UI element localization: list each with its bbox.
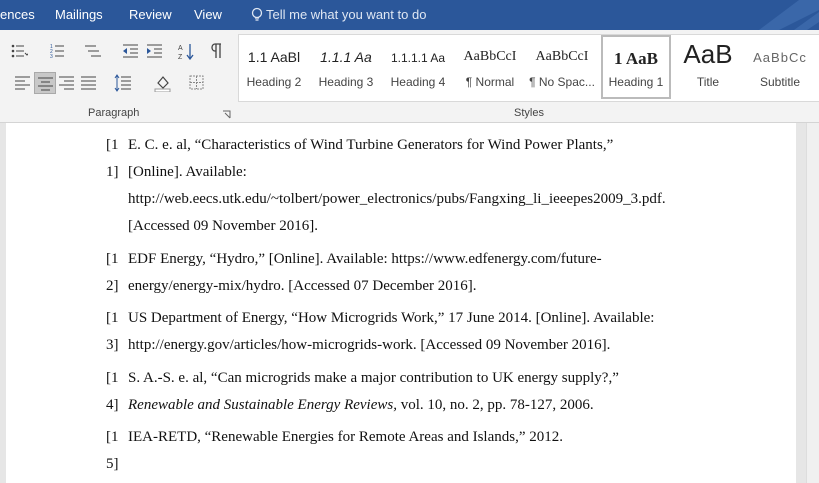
bullets-icon — [10, 42, 28, 60]
sort-button[interactable] — [176, 40, 198, 62]
reference-text: http://energy.gov/articles/how-microgrids-work. [Accessed 09 November 2016]. — [128, 337, 611, 353]
journal-title: Renewable and Sustainable Energy Reviews, — [128, 397, 397, 413]
reference-text: http://web.eecs.utk.edu/~tolbert/power_electronics/pubs/Fangxing_li_ieeepes2009_3.pdf. — [128, 191, 666, 207]
document-area — [0, 123, 819, 483]
align-center-icon — [37, 75, 55, 93]
ribbon-tab-bar — [0, 0, 819, 30]
shading-button[interactable] — [152, 72, 174, 94]
increase-indent-button[interactable] — [144, 40, 166, 62]
bullets-button[interactable] — [8, 40, 30, 62]
align-center-button[interactable] — [34, 72, 56, 94]
svg-text:Z: Z — [178, 54, 183, 60]
document-page[interactable] — [6, 123, 796, 483]
svg-text:1: 1 — [50, 44, 53, 50]
style-heading-1[interactable] — [601, 35, 671, 99]
style-name: Heading 2 — [246, 75, 302, 89]
paragraph-group — [0, 30, 236, 122]
style-name: ¶ No Spac... — [529, 75, 595, 89]
vertical-scrollbar[interactable] — [806, 123, 819, 483]
style-name: Title — [696, 75, 720, 89]
reference-text: E. C. e. al, “Characteristics of Wind Turbine Generators for Wind Power Plants,” — [128, 137, 614, 153]
reference-number: [1 — [106, 429, 119, 445]
journal-details: vol. 10, no. 2, pp. 78-127, 2006. — [396, 397, 594, 413]
align-left-icon — [14, 74, 32, 92]
align-right-icon — [58, 74, 76, 92]
style-name: Heading 4 — [390, 75, 446, 89]
style-preview: AaBbCcI — [463, 49, 517, 64]
reference-text: [Accessed 09 November 2016]. — [128, 218, 318, 234]
borders-icon — [188, 74, 206, 92]
dialog-launcher-icon[interactable] — [222, 110, 231, 119]
style-subtitle[interactable] — [745, 35, 815, 99]
reference-number: 4] — [106, 397, 119, 413]
multilevel-list-icon — [84, 42, 102, 60]
paint-bucket-icon — [154, 74, 172, 92]
ribbon — [0, 30, 819, 123]
numbering-button[interactable] — [48, 40, 70, 62]
justify-icon — [80, 74, 98, 92]
style-preview: 1.1 AaBl — [247, 49, 301, 65]
reference-number: [1 — [106, 370, 119, 386]
style-heading-3[interactable] — [311, 35, 381, 99]
pilcrow-icon — [208, 42, 226, 60]
style-preview: 1.1.1 Aa — [320, 49, 372, 65]
style-normal[interactable] — [455, 35, 525, 99]
style-preview: 1 AaB — [614, 49, 658, 68]
paragraph-group-label: Paragraph — [88, 107, 140, 119]
borders-button[interactable] — [186, 72, 208, 94]
reference-number: [1 — [106, 251, 119, 267]
reference-text: S. A.-S. e. al, “Can microgrids make a major contribution to UK energy supply?,” — [128, 370, 619, 386]
svg-text:2: 2 — [50, 49, 53, 55]
style-name: ¶ Normal — [465, 75, 515, 89]
line-spacing-icon — [114, 74, 132, 92]
style-preview: AaBbCc — [753, 50, 807, 65]
styles-group-label: Styles — [514, 107, 544, 119]
tab-mailings[interactable]: Mailings — [55, 7, 103, 22]
style-no-spacing[interactable] — [527, 35, 597, 99]
decrease-indent-button[interactable] — [120, 40, 142, 62]
reference-number: 2] — [106, 278, 119, 294]
style-heading-2[interactable] — [239, 35, 309, 99]
style-name: Subtitle — [759, 75, 801, 89]
justify-button[interactable] — [78, 72, 100, 94]
numbering-icon — [50, 42, 68, 60]
style-preview: 1.1.1.1 Aa — [390, 51, 446, 65]
reference-text: IEA-RETD, “Renewable Energies for Remote Areas and Islands,” 2012. — [128, 429, 564, 445]
reference-number: 5] — [106, 456, 119, 472]
tab-review[interactable]: Review — [129, 7, 172, 22]
increase-indent-icon — [146, 42, 164, 60]
reference-number: 1] — [106, 164, 119, 180]
style-title[interactable] — [673, 35, 743, 99]
tab-references[interactable]: ences — [0, 7, 35, 22]
decrease-indent-icon — [122, 42, 140, 60]
reference-number: [1 — [106, 310, 119, 326]
tell-me-text: Tell me what you want to do — [266, 7, 427, 22]
style-name: Heading 1 — [608, 75, 664, 89]
styles-gallery — [238, 34, 819, 102]
style-preview: AaBbCcI — [535, 49, 589, 64]
style-name: Heading 3 — [318, 75, 374, 89]
line-spacing-button[interactable] — [112, 72, 134, 94]
svg-text:3: 3 — [50, 54, 53, 60]
ribbon-decoration — [739, 0, 819, 30]
show-formatting-button[interactable] — [206, 40, 228, 62]
reference-text: [Online]. Available: — [128, 164, 247, 180]
reference-number: [1 — [106, 137, 119, 153]
align-right-button[interactable] — [56, 72, 78, 94]
style-preview: AaB — [683, 39, 733, 69]
align-left-button[interactable] — [12, 72, 34, 94]
lightbulb-icon — [250, 7, 264, 23]
tab-view[interactable]: View — [194, 7, 222, 22]
reference-text: energy/energy-mix/hydro. [Accessed 07 December 2016]. — [128, 278, 477, 294]
reference-text — [128, 397, 594, 414]
reference-number: 3] — [106, 337, 119, 353]
multilevel-list-button[interactable] — [82, 40, 104, 62]
reference-text: US Department of Energy, “How Microgrids Work,” 17 June 2014. [Online]. Available: — [128, 310, 655, 326]
style-heading-4[interactable] — [383, 35, 453, 99]
sort-icon — [178, 42, 196, 60]
svg-text:A: A — [178, 45, 183, 52]
reference-text: EDF Energy, “Hydro,” [Online]. Available: https://www.edfenergy.com/future- — [128, 251, 602, 267]
